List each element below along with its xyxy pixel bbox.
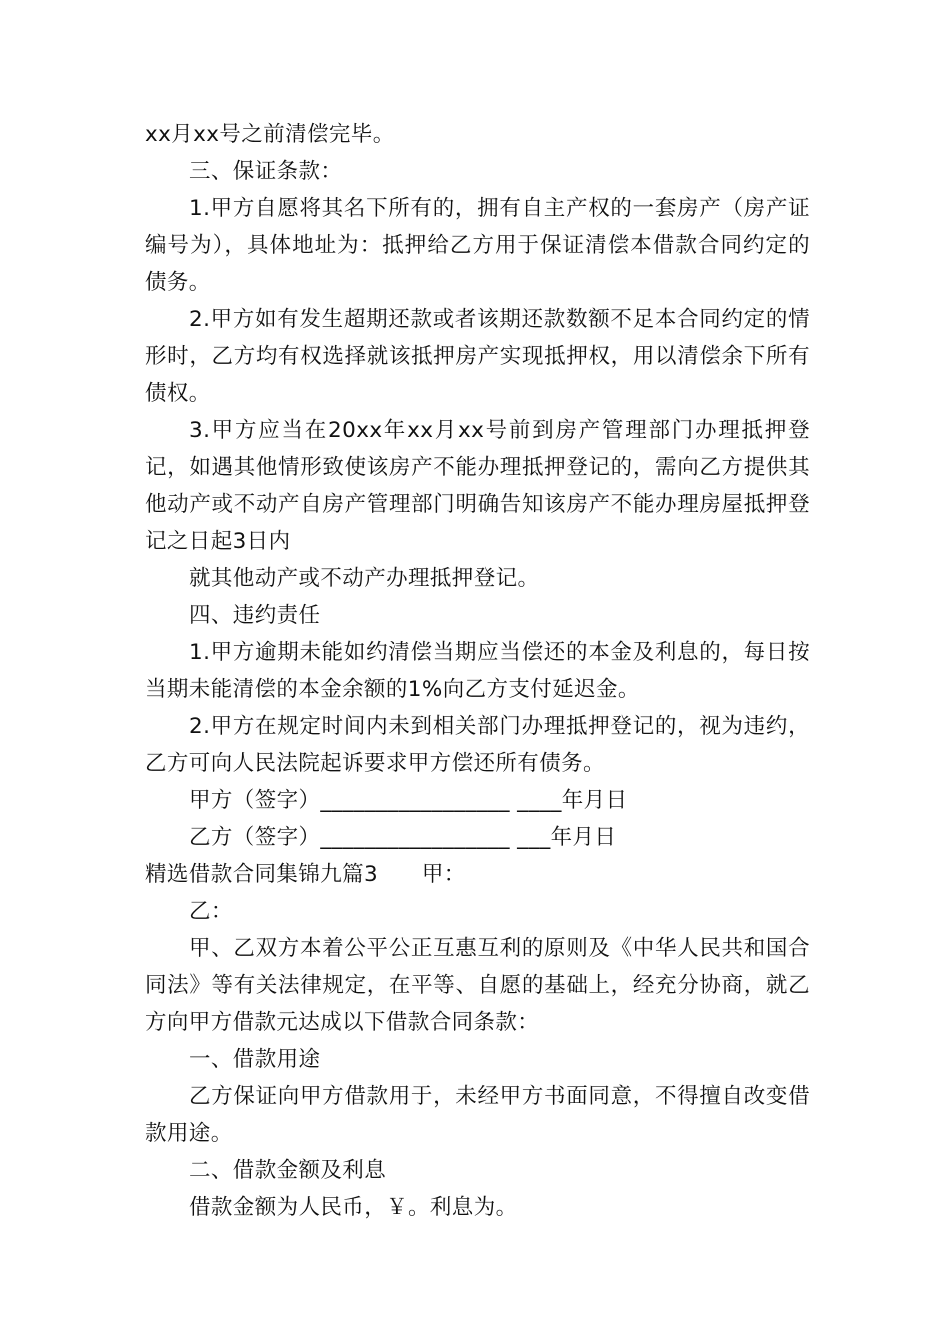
document-body bbox=[145, 116, 810, 1226]
signature-line-party-b: 乙方（签字）_________________ ___年月日 bbox=[189, 825, 617, 850]
clause-amount-interest: 借款金额为人民币，￥。利息为。 bbox=[189, 1195, 518, 1220]
party-b-label: 乙： bbox=[189, 899, 233, 924]
contract-title-party-a: 精选借款合同集锦九篇3 甲： bbox=[145, 862, 466, 887]
clause-guarantee-3-continued: 就其他动产或不动产办理抵押登记。 bbox=[189, 566, 540, 591]
signature-line-party-a: 甲方（签字）_________________ ____年月日 bbox=[189, 788, 628, 813]
clause-breach-1: 1.甲方逾期未能如约清偿当期应当偿还的本金及利息的，每日按当期未能清偿的本金余额的1%向乙方支付延迟金。 bbox=[145, 640, 810, 702]
clause-guarantee-2: 2.甲方如有发生超期还款或者该期还款数额不足本合同约定的情形时，乙方均有权选择就该抵押房产实现抵押权，用以清偿余下所有债权。 bbox=[145, 307, 810, 406]
section-heading-loan-purpose: 一、借款用途 bbox=[189, 1047, 321, 1072]
contract-preamble: 甲、乙双方本着公平公正互惠互利的原则及《中华人民共和国合同法》等有关法律规定，在平等、自愿的基础上，经充分协商，就乙方向甲方借款元达成以下借款合同条款： bbox=[145, 936, 810, 1035]
clause-guarantee-3: 3.甲方应当在20xx年xx月xx号前到房产管理部门办理抵押登记，如遇其他情形致使该房产不能办理抵押登记的，需向乙方提供其他动产或不动产自房产管理部门明确告知该房产不能办理房屋抵押登记之日起3日内 bbox=[145, 418, 810, 554]
clause-breach-2: 2.甲方在规定时间内未到相关部门办理抵押登记的，视为违约，乙方可向人民法院起诉要求甲方偿还所有债务。 bbox=[145, 714, 810, 776]
clause-loan-purpose: 乙方保证向甲方借款用于，未经甲方书面同意，不得擅自改变借款用途。 bbox=[145, 1084, 810, 1146]
paragraph-repayment-deadline: xx月xx号之前清偿完毕。 bbox=[145, 122, 395, 147]
section-heading-amount-interest: 二、借款金额及利息 bbox=[189, 1158, 387, 1183]
clause-guarantee-1: 1.甲方自愿将其名下所有的，拥有自主产权的一套房产（房产证编号为），具体地址为：抵押给乙方用于保证清偿本借款合同约定的债务。 bbox=[145, 196, 810, 295]
section-heading-breach-liability: 四、违约责任 bbox=[189, 603, 321, 628]
section-heading-guarantee-terms: 三、保证条款： bbox=[189, 159, 343, 184]
